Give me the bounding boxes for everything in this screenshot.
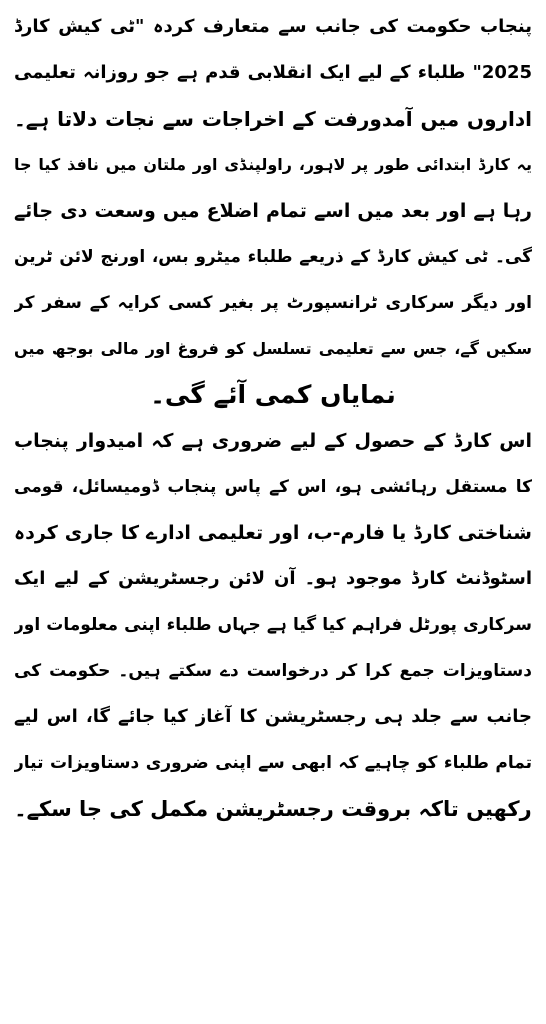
- text-line: تمام طلباء کو چاہیے کہ ابھی سے اپنی ضروری دستاویزات تیار: [14, 753, 532, 773]
- text-line: اسٹوڈنٹ کارڈ موجود ہو۔ آن لائن رجسٹریشن کے لیے ایک: [14, 568, 532, 589]
- text-line: سرکاری پورٹل فراہم کیا گیا ہے جہاں طلباء اپنی معلومات اور: [14, 615, 532, 635]
- text-line: پنجاب حکومت کی جانب سے متعارف کردہ "ٹی کیش کارڈ: [14, 16, 532, 37]
- text-line: نمایاں کمی آئے گی۔: [150, 380, 396, 409]
- text-line: اداروں میں آمدورفت کے اخراجات سے نجات دلاتا ہے۔: [14, 107, 532, 131]
- text-line: رکھیں تاکہ بروقت رجسٹریشن مکمل کی جا سکے۔: [14, 797, 532, 821]
- paragraph-intro: [14, 4, 532, 418]
- text-line: 2025" طلباء کے لیے ایک انقلابی قدم ہے جو روزانہ تعلیمی: [14, 62, 532, 83]
- text-line: شناختی کارڈ یا فارم-ب، اور تعلیمی ادارے کا جاری کردہ: [14, 522, 532, 544]
- text-line: گی۔ ٹی کیش کارڈ کے ذریعے طلباء میٹرو بس، اورنج لائن ٹرین: [14, 247, 532, 267]
- text-line: سکیں گے، جس سے تعلیمی تسلسل کو فروغ اور مالی بوجھ میں: [14, 339, 532, 358]
- text-line: یہ کارڈ ابتدائی طور پر لاہور، راولپنڈی اور ملتان میں نافذ کیا جا: [14, 155, 532, 174]
- text-line: اس کارڈ کے حصول کے لیے ضروری ہے کہ امیدوار پنجاب: [14, 430, 532, 452]
- text-line: دستاویزات جمع کرا کر درخواست دے سکتے ہیں۔ حکومت کی: [14, 661, 532, 681]
- text-line: جانب سے جلد ہی رجسٹریشن کا آغاز کیا جائے گا، اس لیے: [14, 706, 532, 727]
- text-line: کا مستقل رہائشی ہو، اس کے پاس پنجاب ڈومیسائل، قومی: [14, 477, 532, 497]
- text-line: رہا ہے اور بعد میں اسے تمام اضلاع میں وسعت دی جائے: [14, 200, 532, 222]
- text-line: اور دیگر سرکاری ٹرانسپورٹ پر بغیر کسی کرایہ کے سفر کر: [14, 293, 532, 313]
- paragraph-eligibility: [14, 418, 532, 832]
